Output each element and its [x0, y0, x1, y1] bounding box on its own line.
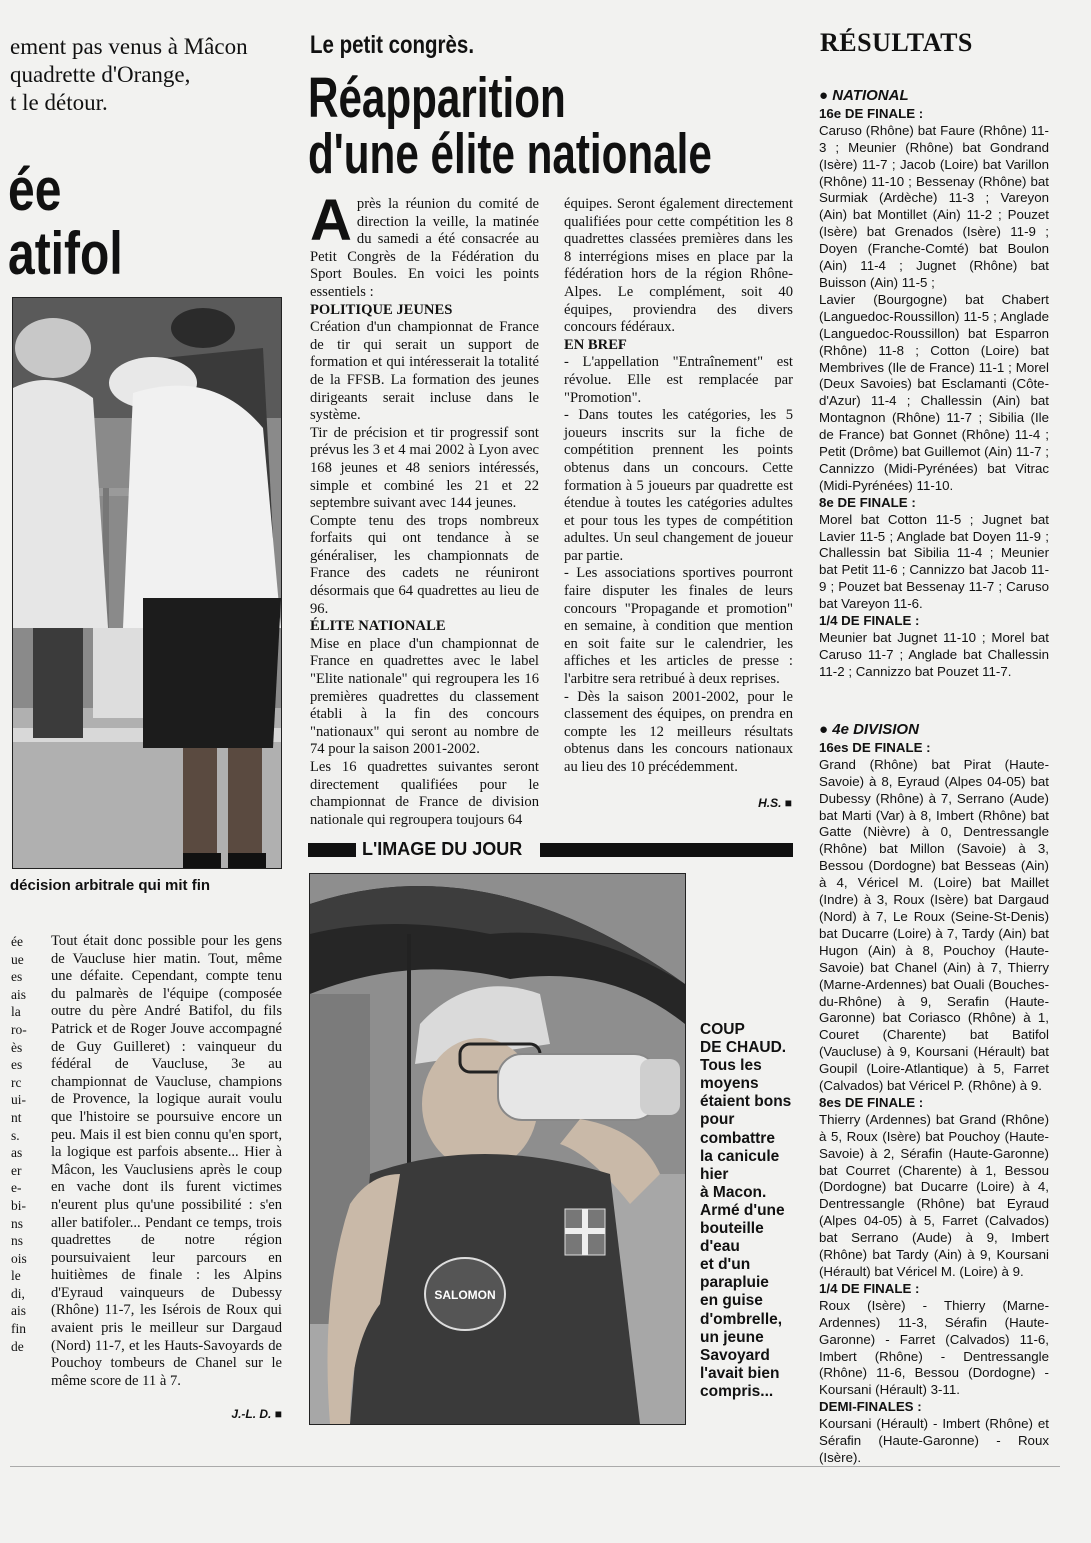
- shirt-brand-text: SALOMON: [434, 1288, 496, 1302]
- signature-text: H.S.: [758, 796, 782, 810]
- intro-line: quadrette d'Orange,: [10, 62, 191, 87]
- congress-col-1: [310, 188, 539, 829]
- caption-line: à Macon.: [700, 1183, 767, 1201]
- division-heading: [819, 88, 1049, 105]
- fragment: de: [11, 1338, 24, 1354]
- fragment: ois: [11, 1250, 27, 1266]
- bullet-icon: ●: [819, 87, 829, 104]
- fragment: la: [11, 1004, 21, 1020]
- round-label: 1/4 DE FINALE :: [819, 613, 920, 629]
- caption-line: en guise: [700, 1292, 763, 1310]
- paragraph: - Dès la saison 2001-2002, pour le classement des équipes, on prendra en compte les 12 meilleurs résultats obtenus dans les concours nationaux au lieu des 10 précédemment.: [564, 688, 793, 775]
- round-label: DEMI-FINALES :: [819, 1399, 922, 1415]
- paragraph: - L'appellation "Entraînement" est révolue. Elle est remplacée par "Promotion".: [564, 354, 793, 406]
- image-du-jour-banner: [308, 840, 793, 860]
- results-national: [819, 88, 1049, 681]
- caption-line: Armé d'une: [700, 1201, 785, 1219]
- banner-bar-right: [540, 843, 793, 857]
- round-results: Grand (Rhône) bat Pirat (Haute-Savoie) à 8, Eyraud (Alpes 04-05) bat Dubessy (Rhône) à 7, Serrano (Aude) bat Marti (Var) à 8, Imbert (Rhône) bat Gatte (Nièvre) à 0, Dentressangle (Rhône) bat Millon (Savoie) à 3, Bessou (Dordogne) bat Besseas (Ain) à 4, Véricel M. (Loire) bat Maillet (Indre) à 3, Roux (Isère) bat Dargaud (Nord) à 7, Le Roux (Seine-St-Denis) bat Ducarre (Loire) à 7, Tardy (Ain) bat Hugon (Ain) à 8, Pouchoy (Haute-Savoie) bat Chanel (Ain) à 7, Thierry (Marne-Ardennes) bat Ouali (Bouches-du-Rhône) à 9, Serafin (Haute-Garonne) bat Coriasco (Rhône) à 1, Couret (Charente) bat Batifol (Vaucluse) à 9, Koursani (Hérault) bat Goupil (Loire-Atlantique) à 5, Farret (Calvados) bat Véricel P. (Rhône) à 9.: [819, 756, 1049, 1094]
- signature-text: J.-L. D.: [231, 1407, 272, 1421]
- players-illustration: [13, 298, 281, 868]
- round-label: 1/4 DE FINALE :: [819, 1280, 920, 1296]
- headline-line: atifol: [8, 220, 123, 287]
- fragment: as: [11, 1145, 23, 1161]
- caption-line: pour: [700, 1111, 735, 1129]
- paragraph: Compte tenu des trops nombreux forfaits qui ont tendance à se généraliser, les championnats de France des cadets ne réuniront désormais que 64 quadrettes au lieu de 96.: [310, 512, 539, 617]
- left-photo-caption: décision arbitrale qui mit fin: [10, 877, 211, 894]
- fragment: ro-: [11, 1021, 27, 1037]
- headline-line: Réapparition: [308, 66, 566, 130]
- banner-bar-left: [308, 843, 356, 857]
- left-article-body: [51, 933, 282, 1390]
- division-heading: [819, 722, 1049, 739]
- fragment: ais: [11, 1303, 26, 1319]
- division-name: 4e DIVISION: [832, 721, 919, 738]
- article-body-text: Tout était donc possible pour les gens de Vaucluse hier matin. Tout, même une défaite. Cependant, compte tenu du palmarès de l'équipe (composée outre du père André Batifol, du fils Patrick et de Roger Jouve accompagné de Guy Guilleret) : vainqueur du fédéral de Vaucluse, 3e au championnat de Vaucluse, champions de Provence, la logique aurait voulu que l'histoire se poursuive encore un peu. Mais il est bien connu qu'en sport, la logique est parfois absente... Hier à Mâcon, les Vauclusiens après le coup en vache dont ils furent victimes n'eurent plus qu'une possibilité : s'en aller batifoler... Pendant ce temps, trois quadrettes de notre région poursuivaient leur parcours en huitièmes de finale : les Alpins d'Eyraud vainqueurs de Dubessy (Rhône) 11-7, les Isérois de Roux qui avaient pris le meilleur sur Dargaud (Nord) 11-7, et les Hauts-Savoyards de Pouchoy tombeurs de Chanel sur le même score de 11 à 7.: [51, 933, 282, 1389]
- bullet-icon: ●: [819, 721, 829, 738]
- caption-line: combattre: [700, 1129, 775, 1147]
- caption-line: parapluie: [700, 1274, 769, 1292]
- caption-line: et d'un: [700, 1256, 751, 1274]
- left-headline: [8, 158, 123, 286]
- round-label: 8es DE FINALE :: [819, 1094, 924, 1110]
- fragment: e-: [11, 1180, 22, 1196]
- caption-line: étaient bons: [700, 1093, 792, 1111]
- fragment: es: [11, 1057, 23, 1073]
- left-margin-fragments: [11, 933, 41, 1355]
- caption-line: d'ombrelle,: [700, 1310, 783, 1328]
- congress-kicker: Le petit congrès.: [310, 31, 475, 59]
- caption-line: compris...: [700, 1382, 774, 1400]
- fragment: rc: [11, 1074, 22, 1090]
- fragment: er: [11, 1162, 22, 1178]
- fragment: es: [11, 969, 23, 985]
- fragment: di,: [11, 1285, 25, 1301]
- fragment: fin: [11, 1321, 26, 1337]
- paragraph: Les 16 quadrettes suivantes seront directement qualifiées pour le championnat de France de division nationale qui regroupera toujours 64: [310, 759, 539, 828]
- results-title: RÉSULTATS: [820, 28, 973, 57]
- round-label: 16es DE FINALE :: [819, 739, 931, 755]
- caption-line: Savoyard: [700, 1346, 770, 1364]
- paragraph: Mise en place d'un championnat de France en quadrettes avec le label "Elite nationale" qui regroupera les 16 premières quadrettes du classement établi à la fin des concours "nationaux" qui seront au nombre de 74 pour la saison 2001-2002.: [310, 635, 539, 758]
- caption-line: d'eau: [700, 1238, 740, 1256]
- fragment: ais: [11, 986, 26, 1002]
- round-label: 8e DE FINALE :: [819, 494, 916, 510]
- banner-title: L'IMAGE DU JOUR: [362, 839, 523, 859]
- section-heading: ÉLITE NATIONALE: [310, 618, 446, 635]
- left-intro: [10, 33, 285, 117]
- paragraph: - Les associations sportives pourront faire disputer les finales de leurs concours "Propagande et promotion" en semaine, à condition que mention en soit faite sur le calendrier, les affiches et les articles de presse : l'arbitre sera retribué à deux reprises.: [564, 565, 793, 688]
- round-results: Thierry (Ardennes) bat Grand (Rhône) à 5, Roux (Isère) bat Pouchoy (Haute-Savoie) à 2, Sérafin (Haute-Garonne) bat Courret (Charente) à 1, Bessou (Dordogne) bat Ducarre (Loire) à 4, Dentressangle (Rhône) bat Eyraud (Alpes 04-05) à 5, Farret (Calvados) bat Serrano (Aude) à 9, Imbert (Rhône) bat Tardy (Ain) à 9, Koursani (Hérault) bat Véricel M. (Loire) à 9.: [819, 1111, 1049, 1279]
- round-label: 16e DE FINALE :: [819, 105, 924, 121]
- caption-line: l'avait bien: [700, 1364, 780, 1382]
- section-heading: EN BREF: [564, 336, 627, 353]
- fragment: bi-: [11, 1197, 26, 1213]
- fragment: ée: [11, 934, 23, 949]
- fragment: nt: [11, 1109, 22, 1125]
- image-du-jour-photo: [309, 873, 686, 1425]
- caption-line: un jeune: [700, 1328, 764, 1346]
- section-heading: POLITIQUE JEUNES: [310, 301, 453, 318]
- fragment: s.: [11, 1127, 20, 1143]
- caption-line: hier: [700, 1165, 729, 1183]
- round-results: Morel bat Cotton 11-5 ; Jugnet bat Lavier 11-5 ; Anglade bat Doyen 11-9 ; Challessin bat Sibilia 11-4 ; Meunier bat Petit 11-6 ; Cannizzo bat Jacob 11-9 ; Pouzet bat Bessenay 11-7 ; Caruso bat Vareyon 11-6.: [819, 511, 1049, 612]
- paragraph: Tir de précision et tir progressif sont prévus les 3 et 4 mai 2002 à Lyon avec 168 jeunes et 48 seniors intéressés, simple et combiné les 21 et 22 septembre suivant avec 144 jeunes.: [310, 424, 539, 512]
- paragraph: - Dans toutes les catégories, les 5 joueurs inscrits sur la fiche de compétition prennent les points obtenus dans un concours. Cette formation à 5 joueurs par quadrette est étendue à toutes les catégories adultes et pour tous les types de compétition adultes. Un seul changement de joueur par partie.: [564, 407, 793, 564]
- page-bottom-rule: [10, 1466, 1060, 1467]
- boy-drinking-illustration: [310, 874, 685, 1424]
- intro-line: ement pas venus à Mâcon: [10, 34, 248, 59]
- congress-col-2: [564, 196, 793, 777]
- results-4e-division: [819, 722, 1049, 1467]
- caption-line: moyens: [700, 1075, 759, 1093]
- caption-line: DE CHAUD.: [700, 1039, 787, 1057]
- division-name: NATIONAL: [832, 87, 909, 104]
- image-du-jour-caption: [700, 1021, 795, 1401]
- paragraph: près la réunion du comité de direction la veille, la matinée du samedi a été consacrée au Petit Congrès de la Fédération du Sport Boules. En voici les points essentiels :: [310, 196, 539, 300]
- end-square: ■: [274, 1407, 282, 1421]
- caption-line: COUP: [700, 1021, 745, 1038]
- fragment: le: [11, 1268, 21, 1284]
- round-results: Meunier bat Jugnet 11-10 ; Morel bat Caruso 11-7 ; Anglade bat Challessin 11-2 ; Cannizzo bat Pouzet 11-7.: [819, 630, 1049, 679]
- fragment: ui-: [11, 1092, 26, 1108]
- round-results: Roux (Isère) - Thierry (Marne-Ardennes) 11-3, Sérafin (Haute-Garonne) - Farret (Calvados) 11-6, Imbert (Rhône) - Dentressangle (Rhône) 11-6, Bessou (Dordogne) - Koursani (Hérault) 3-11.: [819, 1297, 1049, 1398]
- round-results: Caruso (Rhône) bat Faure (Rhône) 11-3 ; Meunier (Rhône) bat Gondrand (Isère) 11-7 ; Jacob (Loire) bat Varillon (Rhône) 11-10 ; Bessenay (Rhône) bat Surmiak (Ardèche) 11-3 ; Vareyon (Ain) bat Montillet (Ain) 11-2 ; Pouzet (Isère) bat Grenados (Isère) 11-9 ; Doyen (Franche-Comté) bat Boulon (Ain) 11-4 ; Jugnet (Rhône) bat Buisson (Ain) 11-5 ;: [819, 122, 1049, 290]
- paragraph: Création d'un championnat de France de tir qui serait un support de formation et qui intéresserait la totalité de la FFSB. La formation des jeunes dirigeants serait incluse dans le système.: [310, 319, 539, 424]
- fragment: ns: [11, 1215, 24, 1231]
- congress-signature: [700, 796, 792, 810]
- congress-headline: [308, 66, 712, 186]
- fragment: ue: [11, 951, 24, 967]
- caption-line: Tous les: [700, 1057, 762, 1075]
- dropcap: A: [310, 188, 352, 253]
- end-square: ■: [784, 796, 792, 810]
- boules-players-photo: [12, 297, 282, 869]
- headline-line: d'une élite nationale: [308, 122, 712, 186]
- round-results: Lavier (Bourgogne) bat Chabert (Languedoc-Roussillon) 11-5 ; Anglade (Languedoc-Roussillon) bat Esparron (Rhône) 11-8 ; Cotton (Loire) bat Membrives (Ile de France) 11-1 ; Morel (Deux Savoies) bat Esclamanti (Côte-d'Azur) 11-4 ; Challessin (Ain) bat Montagnon (Rhône) 11-7 ; Sibilia (Ile de France) bat Gonnet (Rhône) 11-4 ; Petit (Drôme) bat Guillemot (Ain) 11-7 ; Cannizzo (Midi-Pyrénées) bat Vitrac (Midi-Pyrénées) 11-10.: [819, 291, 1049, 493]
- paragraph: équipes. Seront également directement qualifiées pour cette compétition les 8 quadrettes classées premières dans les 8 interrégions mises en place par la fédération hors de la région Rhône-Alpes. Le complément, soit 40 équipes, proviendra des divers concours fédéraux.: [564, 196, 793, 336]
- headline-line: ée: [8, 156, 62, 223]
- intro-line: t le détour.: [10, 90, 108, 115]
- caption-line: bouteille: [700, 1220, 764, 1238]
- fragment: ès: [11, 1039, 23, 1055]
- caption-line: la canicule: [700, 1147, 780, 1165]
- left-signature: [200, 1407, 282, 1421]
- round-results: Koursani (Hérault) - Imbert (Rhône) et Sérafin (Haute-Garonne) - Roux (Isère).: [819, 1416, 1049, 1465]
- fragment: ns: [11, 1233, 24, 1249]
